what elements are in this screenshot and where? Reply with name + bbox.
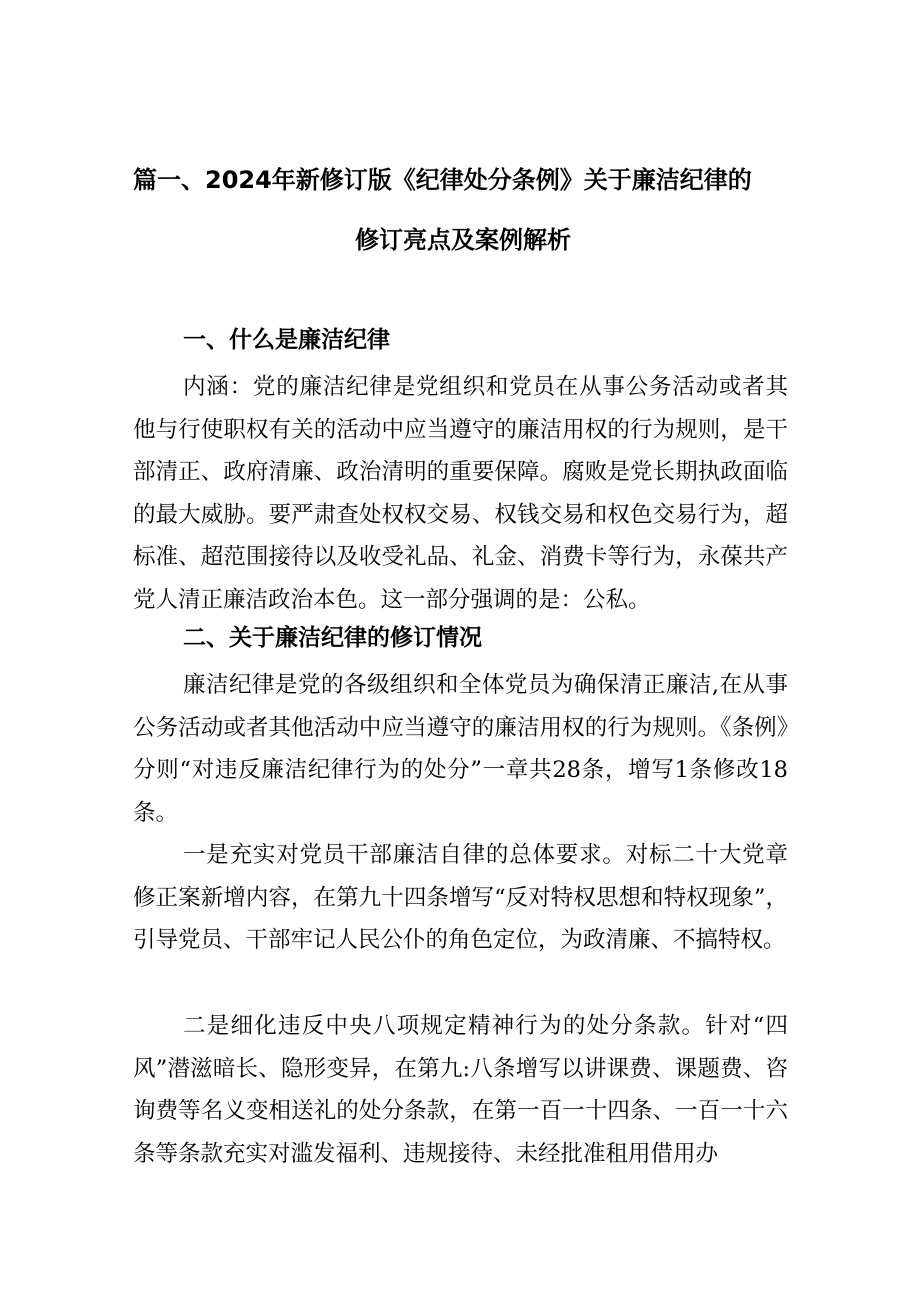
section-1-paragraph: 内涵：党的廉洁纪律是党组织和党员在从事公务活动或者其他与行使职权有关的活动中应当遵守的廉洁用权的行为规则，是干部清正、政府清廉、政治清明的重要保障。腐败是党长期执政面临的最大威胁。要严肃查处权权交易、权钱交易和权色交易行为，超标准、超范围接待以及收受礼品、礼金、消费卡等行为，永葆共产党人清正廉洁政治本色。这一部分强调的是：公私。: [133, 374, 788, 613]
document-title-line-2: 修订亮点及案例解析: [355, 226, 571, 254]
document-title-line-1: 篇一、2024年新修订版《纪律处分条例》关于廉洁纪律的: [133, 166, 752, 194]
section-2-paragraph-2: 一是充实对党员干部廉洁自律的总体要求。对标二十大党章修正案新增内容，在第九十四条增写“反对特权思想和特权现象”，引导党员、干部牢记人民公仆的角色定位，为政清廉、不搞特权。: [133, 842, 788, 953]
section-2-paragraph-1: 廉洁纪律是党的各级组织和全体党员为确保清正廉洁,在从事公务活动或者其他活动中应当遵守的廉洁用权的行为规则。《条例》分则“对违反廉洁纪律行为的处分”一章共28条，增写1条修改18条。: [133, 672, 788, 826]
section-2-heading: 二、关于廉洁纪律的修订情况: [183, 625, 482, 651]
section-2-paragraph-3: 二是细化违反中央八项规定精神行为的处分条款。针对“四风”潜滋暗长、隐形变异，在第九:八条增写以讲课费、课题费、咨询费等名义变相送礼的处分条款，在第一百一十四条、一百一十六条等条款充实对滥发福利、违规接待、未经批准租用借用办: [133, 1013, 788, 1167]
section-1-heading: 一、什么是廉洁纪律: [183, 327, 390, 353]
